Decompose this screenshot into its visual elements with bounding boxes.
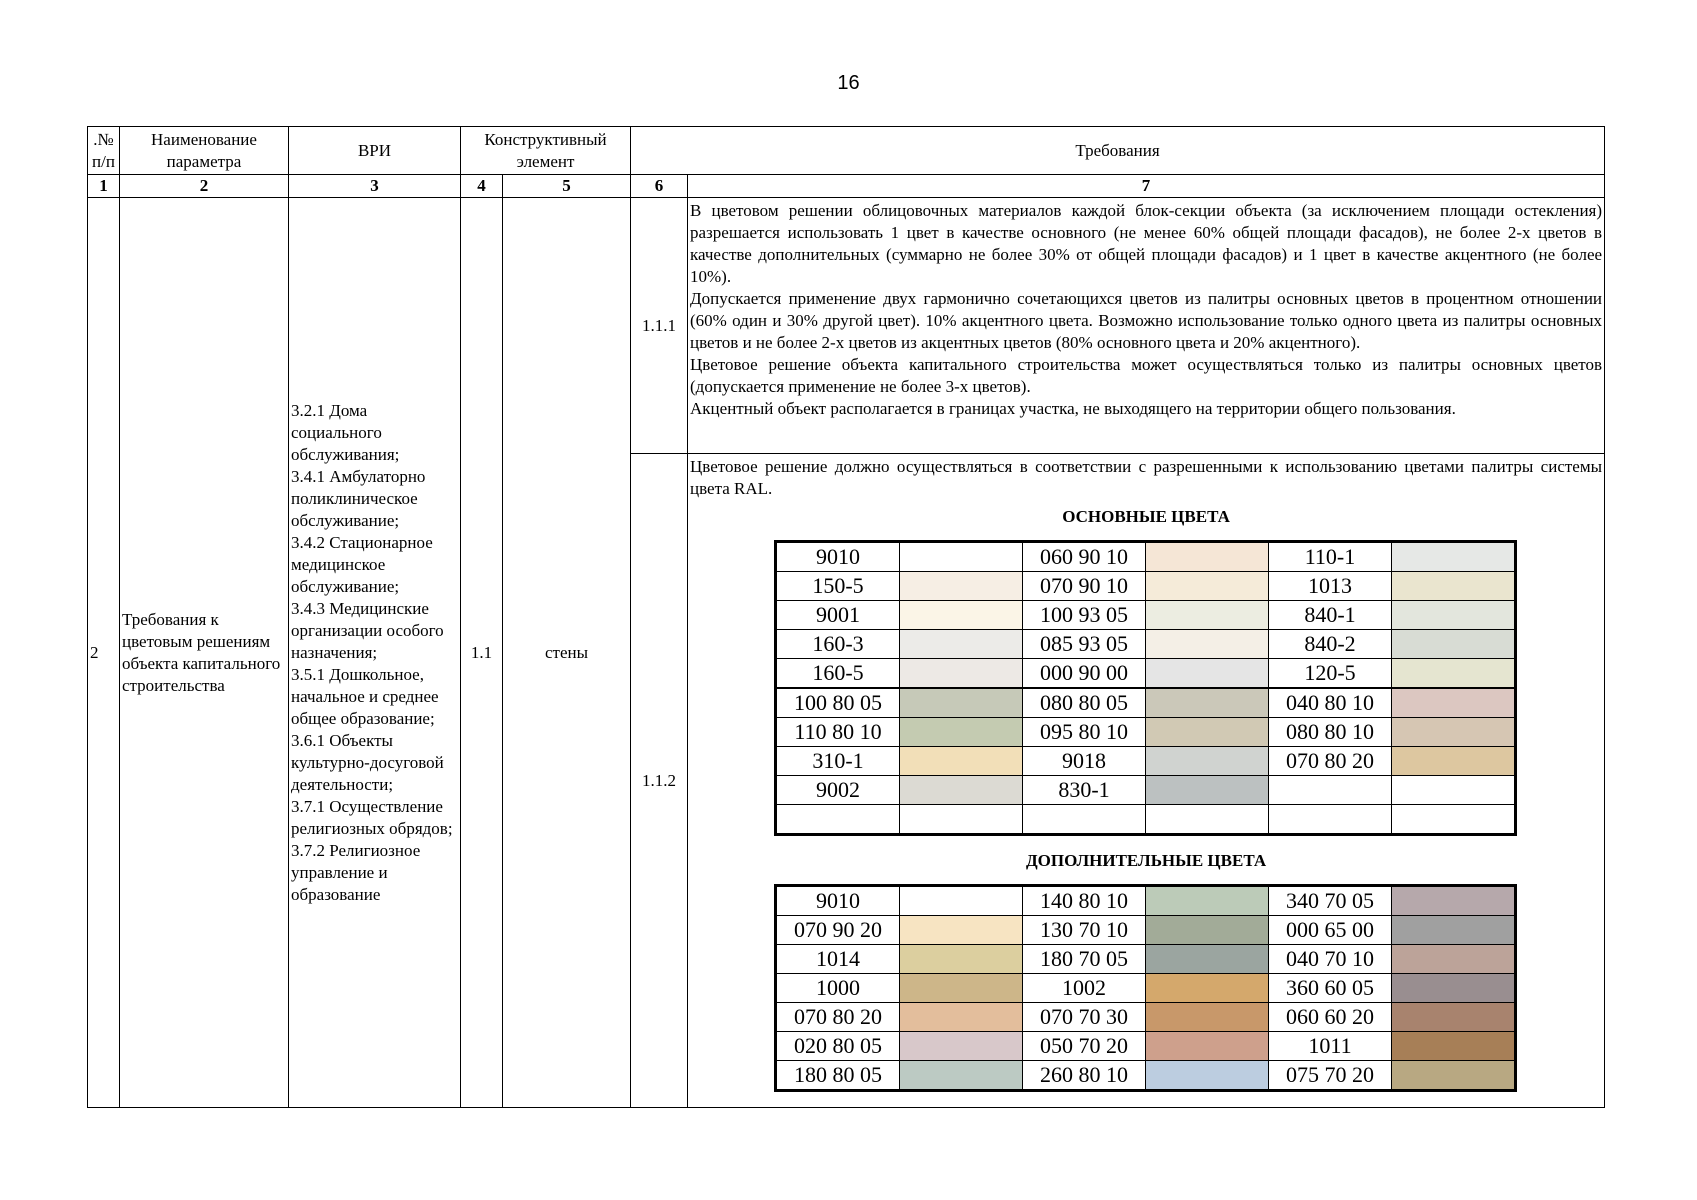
main-colors-palette [774,540,1517,836]
element-code: 1.1 [461,198,503,1108]
header-row [88,127,1605,175]
vri-item: 3.4.3 Медицинские организации особого назначения; [291,598,444,662]
color-code: 150-5 [776,572,900,601]
color-code: 310-1 [776,747,900,776]
color-code: 000 65 00 [1269,916,1392,945]
color-swatch [900,542,1023,572]
palette-row [776,916,1516,945]
col-number: 4 [461,175,503,198]
color-swatch [1392,688,1516,718]
color-swatch [1146,974,1269,1003]
color-swatch [900,1061,1023,1091]
row-number: 2 [88,198,120,1108]
color-code: 9010 [776,542,900,572]
color-code: 100 93 05 [1023,601,1146,630]
color-swatch [900,688,1023,718]
color-code: 180 70 05 [1023,945,1146,974]
col-number: 2 [120,175,289,198]
color-swatch [1392,974,1516,1003]
color-swatch [900,747,1023,776]
color-swatch [1392,1061,1516,1091]
color-code: 070 90 20 [776,916,900,945]
color-code: 040 70 10 [1269,945,1392,974]
requirement-paragraph: Акцентный объект располагается в границах участка, не выходящего на территории общего пользования. [690,399,1456,418]
element-name: стены [503,198,631,1108]
color-swatch [1146,1032,1269,1061]
color-swatch [1146,747,1269,776]
color-swatch [1392,659,1516,689]
color-code: 1002 [1023,974,1146,1003]
color-swatch [1392,601,1516,630]
vri-item: 3.4.1 Амбулаторно поликлиническое обслуживание; [291,466,426,530]
vri-item: 3.2.1 Дома социального обслуживания; [291,400,400,464]
palette-row [776,718,1516,747]
color-swatch [1146,776,1269,805]
color-code: 110 80 10 [776,718,900,747]
color-swatch [900,1032,1023,1061]
vri-item: 3.6.1 Объекты культурно-досуговой деятельности; [291,730,444,794]
color-code: 095 80 10 [1023,718,1146,747]
color-code: 070 80 20 [1269,747,1392,776]
color-code: 9001 [776,601,900,630]
color-swatch [1146,572,1269,601]
color-code: 9002 [776,776,900,805]
color-swatch [900,630,1023,659]
requirements-text-2 [688,454,1605,1108]
color-code: 1014 [776,945,900,974]
vri-item: 3.5.1 Дошкольное, начальное и среднее общее образование; [291,664,439,728]
palette-row [776,776,1516,805]
color-code: 830-1 [1023,776,1146,805]
color-swatch [1392,945,1516,974]
color-code: 160-3 [776,630,900,659]
color-swatch [1146,688,1269,718]
color-code [1023,805,1146,835]
palette-row [776,747,1516,776]
vri-item: 3.7.2 Религиозное управление и образование [291,840,421,904]
requirement-paragraph: Допускается применение двух гармонично сочетающихся цветов из палитры основных цветов в процентном отношении (60% один и 30% другой цвет). 10% акцентного цвета. Возможно использование только одного цвета из палитры основных цветов и не более 2-х цветов из акцентных цветов (80% основного цвета и 20% акцентного). [690,289,1603,352]
color-swatch [1392,1003,1516,1032]
color-code: 060 60 20 [1269,1003,1392,1032]
color-code: 160-5 [776,659,900,689]
color-swatch [1146,805,1269,835]
color-code: 9010 [776,886,900,916]
col-number: 6 [631,175,688,198]
extra-colors-palette [774,884,1517,1092]
color-code: 080 80 10 [1269,718,1392,747]
color-swatch [1146,916,1269,945]
color-code: 070 70 30 [1023,1003,1146,1032]
color-swatch [1392,542,1516,572]
vri-list [289,198,461,1108]
extra-colors-title: ДОПОЛНИТЕЛЬНЫЕ ЦВЕТА [1025,851,1267,870]
color-swatch [900,572,1023,601]
requirements-text-1 [688,198,1605,454]
color-code: 000 90 00 [1023,659,1146,689]
palette-row [776,1003,1516,1032]
palette-row [776,1061,1516,1091]
palette-row [776,572,1516,601]
palette-row [776,886,1516,916]
color-swatch [900,945,1023,974]
palette-row [776,974,1516,1003]
color-code: 9018 [1023,747,1146,776]
color-code: 340 70 05 [1269,886,1392,916]
color-code: 180 80 05 [776,1061,900,1091]
parameter-name: Требования к цветовым решениям объекта капитального строительства [120,198,289,1108]
palette-intro: Цветовое решение должно осуществляться в соответствии с разрешенными к использованию цветами палитры системы цвета RAL. [690,457,1603,498]
palette-row [776,630,1516,659]
color-code: 130 70 10 [1023,916,1146,945]
color-code: 110-1 [1269,542,1392,572]
color-code: 085 93 05 [1023,630,1146,659]
color-swatch [900,974,1023,1003]
header-number: .№ п/п [88,127,120,175]
vri-item: 3.7.1 Осуществление религиозных обрядов; [291,796,453,838]
table-row [88,198,1605,454]
color-swatch [900,659,1023,689]
color-swatch [900,886,1023,916]
color-swatch [1146,659,1269,689]
color-code: 020 80 05 [776,1032,900,1061]
col-number: 7 [688,175,1605,198]
color-code: 840-1 [1269,601,1392,630]
color-code: 070 90 10 [1023,572,1146,601]
requirements-table [87,126,1605,1108]
color-code: 100 80 05 [776,688,900,718]
color-code: 060 90 10 [1023,542,1146,572]
color-code [776,805,900,835]
color-code: 120-5 [1269,659,1392,689]
palette-row [776,542,1516,572]
color-code [1269,805,1392,835]
color-swatch [1146,718,1269,747]
header-vri: ВРИ [289,127,461,175]
color-code: 260 80 10 [1023,1061,1146,1091]
color-swatch [1146,945,1269,974]
column-numbers-row [88,175,1605,198]
color-code: 840-2 [1269,630,1392,659]
color-swatch [1146,601,1269,630]
sub-code-2: 1.1.2 [631,454,688,1108]
color-code: 360 60 05 [1269,974,1392,1003]
color-code: 1013 [1269,572,1392,601]
color-swatch [1392,886,1516,916]
color-swatch [1146,542,1269,572]
palette-row [776,1032,1516,1061]
color-swatch [900,1003,1023,1032]
color-code: 070 80 20 [776,1003,900,1032]
color-code: 1000 [776,974,900,1003]
color-swatch [1392,805,1516,835]
palette-row [776,688,1516,718]
color-swatch [1146,1061,1269,1091]
page-number: 16 [837,72,860,94]
header-requirements: Требования [631,127,1605,175]
color-code: 050 70 20 [1023,1032,1146,1061]
color-swatch [1392,630,1516,659]
header-parameter: Наименование параметра [120,127,289,175]
palette-row [776,659,1516,689]
main-colors-title: ОСНОВНЫЕ ЦВЕТА [1062,507,1230,526]
requirement-paragraph: В цветовом решении облицовочных материалов каждой блок-секции объекта (за исключением площади остекления) разрешается использовать 1 цвет в качестве основного (не менее 60% общей площади фасадов), не более 2-х цветов в качестве дополнительных (суммарно не более 30% от общей площади фасадов) и 1 цвет в качестве акцентного (не более 10%). [690,201,1603,286]
color-swatch [1146,630,1269,659]
col-number: 5 [503,175,631,198]
color-swatch [900,601,1023,630]
color-code: 1011 [1269,1032,1392,1061]
color-swatch [1392,747,1516,776]
header-element: Конструктивный элемент [461,127,631,175]
color-swatch [1392,572,1516,601]
color-code [1269,776,1392,805]
color-swatch [900,718,1023,747]
color-code: 040 80 10 [1269,688,1392,718]
color-swatch [900,805,1023,835]
color-code: 140 80 10 [1023,886,1146,916]
color-swatch [1392,916,1516,945]
color-code: 075 70 20 [1269,1061,1392,1091]
palette-row [776,805,1516,835]
color-swatch [900,916,1023,945]
color-swatch [1392,1032,1516,1061]
palette-row [776,945,1516,974]
color-swatch [900,776,1023,805]
vri-item: 3.4.2 Стационарное медицинское обслуживание; [291,532,433,596]
col-number: 1 [88,175,120,198]
color-swatch [1392,776,1516,805]
color-swatch [1146,1003,1269,1032]
color-code: 080 80 05 [1023,688,1146,718]
color-swatch [1392,718,1516,747]
col-number: 3 [289,175,461,198]
sub-code-1: 1.1.1 [631,198,688,454]
palette-row [776,601,1516,630]
requirement-paragraph: Цветовое решение объекта капитального строительства может осуществляться только из палитры основных цветов (допускается применение не более 3-х цветов). [690,355,1603,396]
color-swatch [1146,886,1269,916]
